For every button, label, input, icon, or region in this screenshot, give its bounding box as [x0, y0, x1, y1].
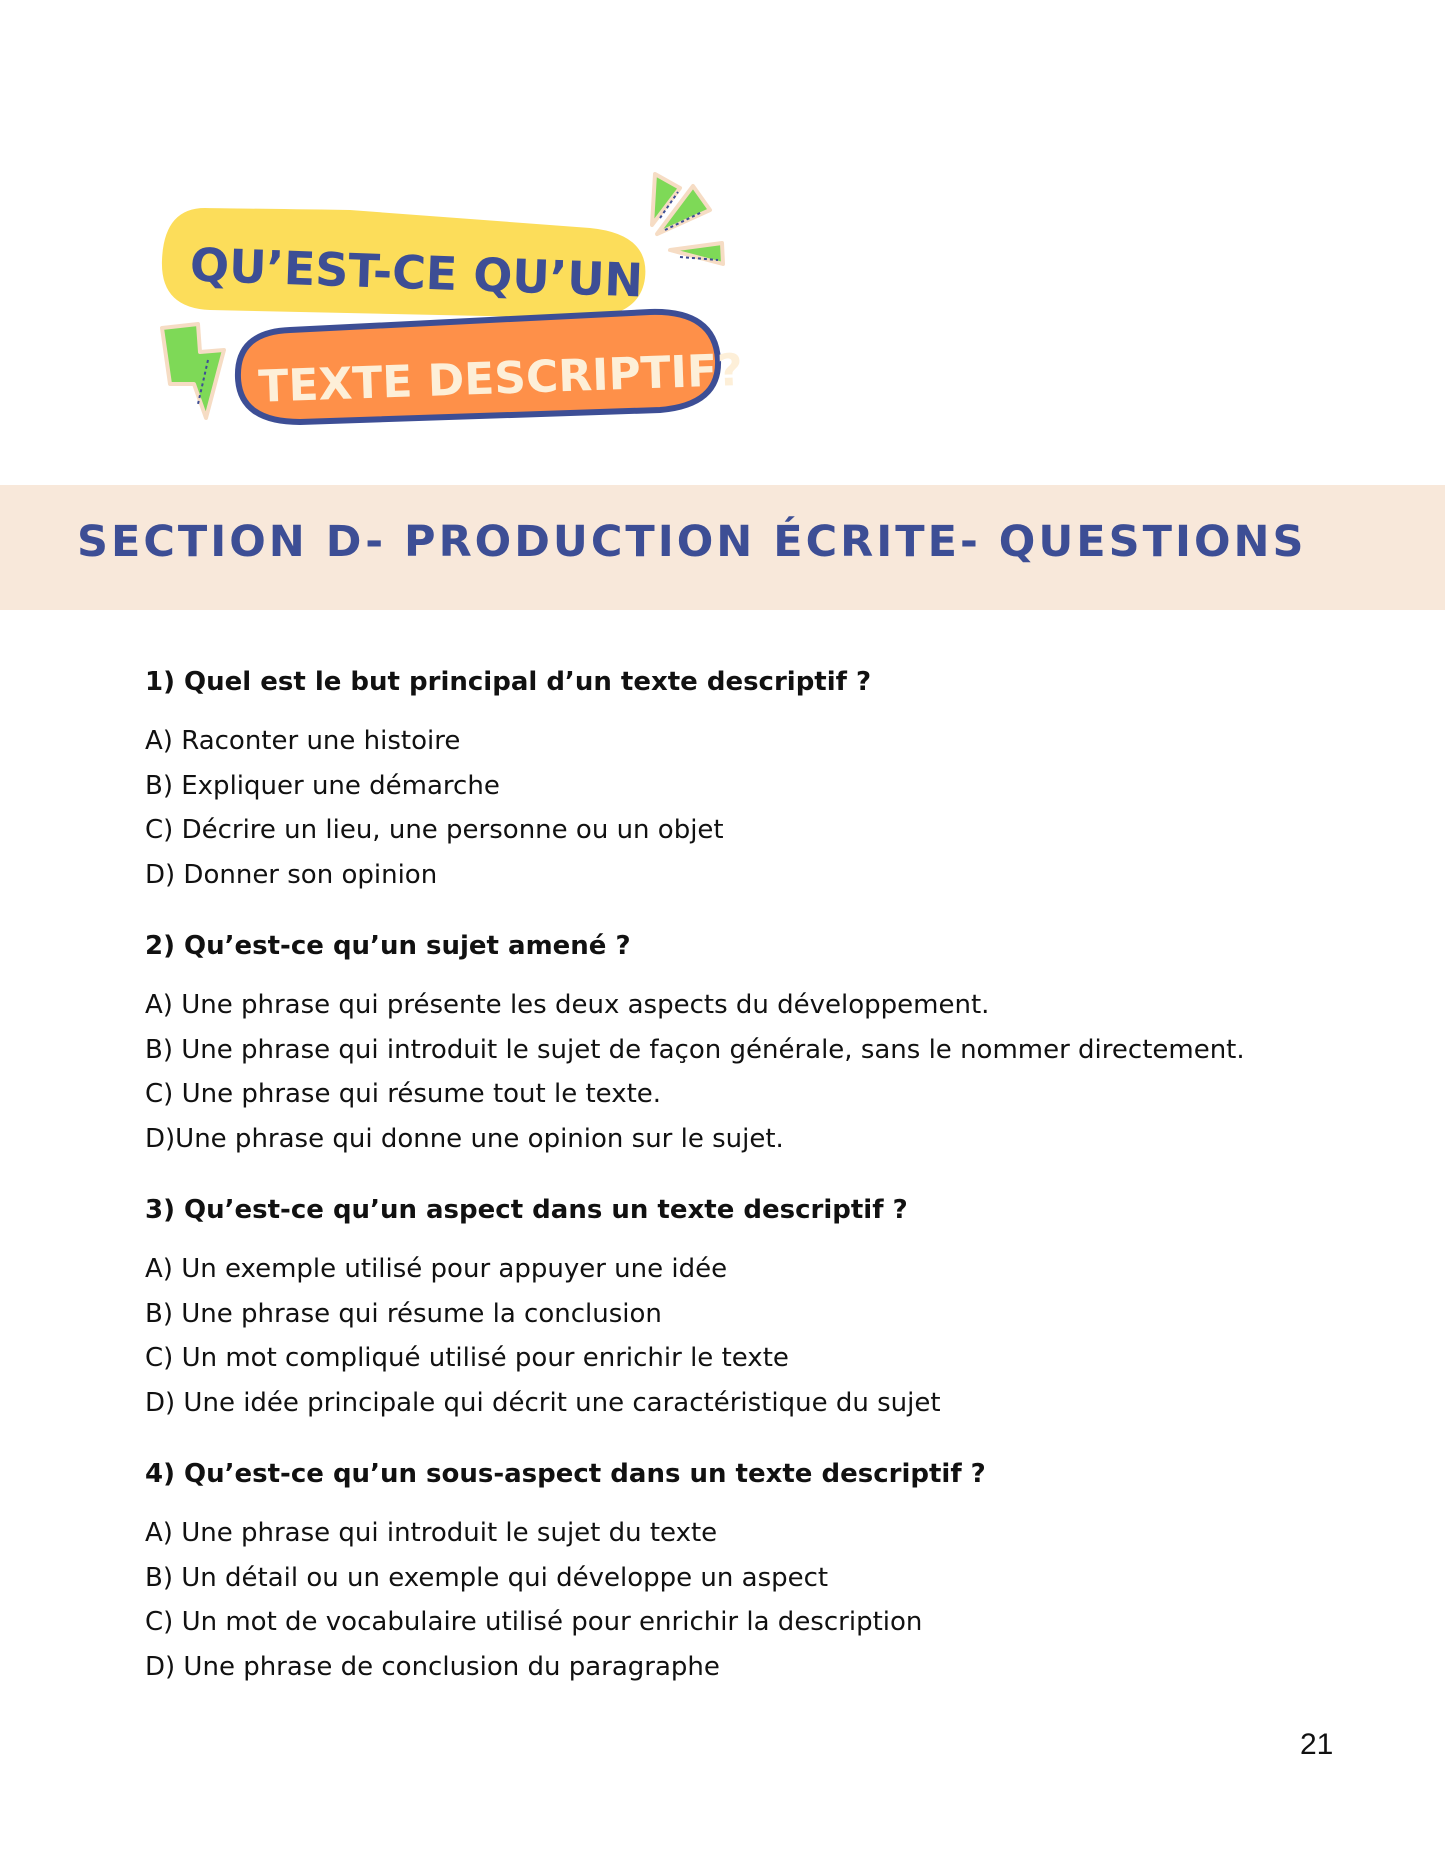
yellow-pill — [162, 208, 645, 318]
section-title: SECTION D- PRODUCTION ÉCRITE- QUESTIONS — [77, 517, 1307, 567]
question-text: 3) Qu’est-ce qu’un aspect dans un texte descriptif ? — [145, 1195, 908, 1225]
answer-option: B) Expliquer une démarche — [145, 770, 500, 801]
question-text: 4) Qu’est-ce qu’un sous-aspect dans un texte descriptif ? — [145, 1459, 986, 1489]
page-number: 21 — [1300, 1728, 1334, 1761]
question-block — [145, 929, 1345, 1161]
lightning-bolt-icon — [162, 324, 224, 418]
question-text: 2) Qu’est-ce qu’un sujet amené ? — [145, 931, 631, 961]
question-block — [145, 665, 1345, 897]
answer-option: D) Donner son opinion — [145, 859, 438, 890]
answer-list — [145, 1247, 1345, 1425]
answer-list — [145, 1511, 1345, 1689]
answer-option: C) Décrire un lieu, une personne ou un objet — [145, 815, 724, 845]
section-header-band — [0, 485, 1445, 610]
answer-option: A) Un exemple utilisé pour appuyer une idée — [145, 1254, 728, 1284]
answer-option: B) Une phrase qui introduit le sujet de façon générale, sans le nommer directement. — [145, 1034, 1245, 1065]
answer-option: B) Un détail ou un exemple qui développe un aspect — [145, 1562, 829, 1593]
title-graphic — [150, 160, 750, 440]
answer-option: D) Une idée principale qui décrit une caractéristique du sujet — [145, 1387, 941, 1418]
title-line-1: QU’EST-CE QU’UN — [189, 237, 644, 308]
question-text: 1) Quel est le but principal d’un texte descriptif ? — [145, 667, 872, 697]
title-line-2: TEXTE DESCRIPTIF? — [257, 344, 744, 413]
answer-option: C) Un mot compliqué utilisé pour enrichir le texte — [145, 1343, 789, 1373]
answer-option: B) Une phrase qui résume la conclusion — [145, 1298, 662, 1329]
answer-option: C) Un mot de vocabulaire utilisé pour enrichir la description — [145, 1607, 923, 1637]
answer-option: A) Raconter une histoire — [145, 726, 461, 756]
answer-option: A) Une phrase qui présente les deux aspects du développement. — [145, 990, 990, 1020]
answer-list — [145, 719, 1345, 897]
answer-list — [145, 983, 1345, 1161]
burst-accent-icon — [652, 174, 723, 264]
title-illustration — [150, 160, 750, 440]
question-block — [145, 1193, 1345, 1425]
answer-option: D) Une phrase de conclusion du paragraphe — [145, 1651, 720, 1682]
answer-option: A) Une phrase qui introduit le sujet du texte — [145, 1518, 718, 1548]
orange-pill — [238, 312, 744, 422]
questions-list — [145, 665, 1345, 1721]
answer-option: C) Une phrase qui résume tout le texte. — [145, 1079, 662, 1109]
question-block — [145, 1457, 1345, 1689]
answer-option: D)Une phrase qui donne une opinion sur le sujet. — [145, 1123, 784, 1154]
